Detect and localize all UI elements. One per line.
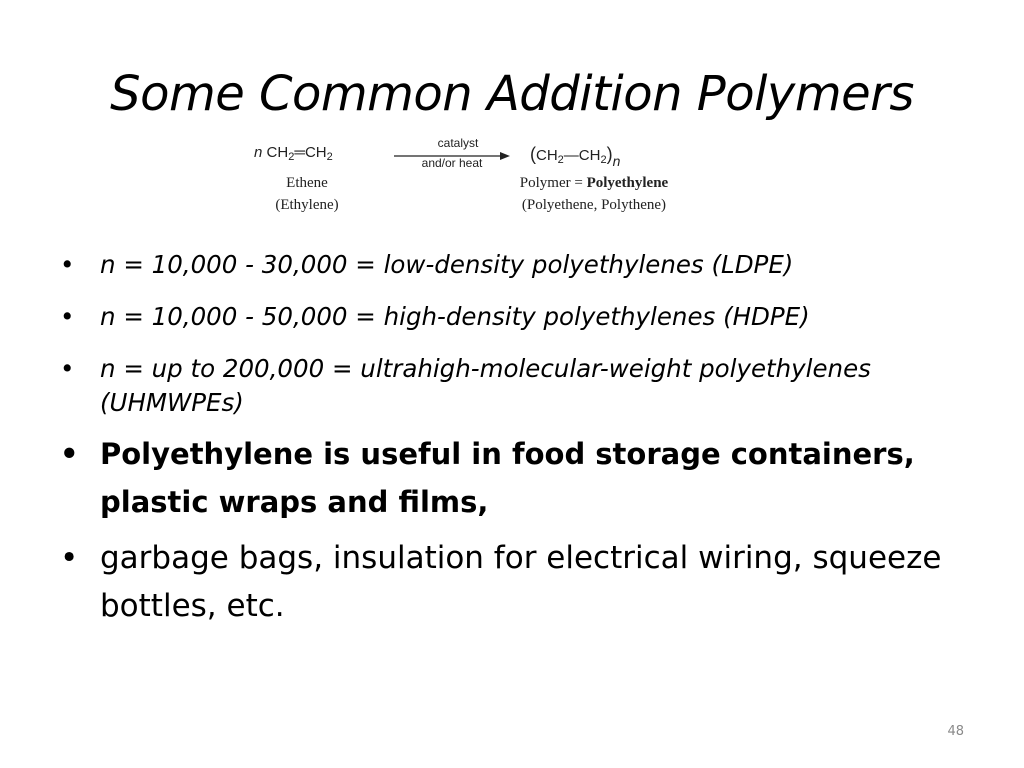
product-name-line	[496, 175, 692, 192]
product-open-bracket: (	[530, 144, 536, 164]
bullet-item-ldpe	[60, 248, 960, 282]
bullet-marker: •	[60, 250, 75, 279]
reactant-formula-a: CH	[266, 144, 289, 161]
reactant-bond: ═	[294, 144, 305, 161]
bullet-text: Polyethylene is useful in food storage containers, plastic wraps and films,	[100, 437, 915, 519]
reactant-name: Ethene	[286, 175, 328, 191]
slide-title: Some Common Addition Polymers	[110, 66, 914, 122]
bullet-text: garbage bags, insulation for electrical wiring, squeeze bottles, etc.	[100, 540, 942, 624]
bullet-item-uhmwpe	[60, 352, 960, 420]
bullet-list	[60, 248, 960, 630]
reactant-sub-b: 2	[326, 151, 333, 163]
bullet-marker: •	[60, 354, 75, 383]
bullet-item-uses	[60, 430, 960, 526]
arrow-bottom-label: and/or heat	[421, 156, 483, 170]
product-alt-name: (Polyethene, Polythene)	[521, 197, 667, 213]
bullet-item-hdpe	[60, 300, 960, 334]
product-name-prefix: Polymer =	[519, 175, 587, 191]
arrow-top-label: catalyst	[437, 136, 479, 150]
reactant-formula-b: CH	[304, 144, 327, 161]
bullet-marker: •	[60, 302, 75, 331]
reactant-formula	[254, 144, 333, 163]
reaction-scheme	[252, 134, 702, 224]
product-formula-b: CH	[578, 147, 601, 164]
product-formula-a: CH	[536, 147, 558, 164]
product-sub-b: 2	[600, 154, 607, 166]
page-number: 48	[947, 724, 964, 739]
bullet-text: n = up to 200,000 = ultrahigh-molecular-weight polyethylenes (UHMWPEs)	[100, 354, 871, 417]
product-formula	[530, 144, 620, 169]
product-bond: —	[563, 147, 579, 164]
bullet-marker: •	[60, 540, 79, 576]
reactant-n: n	[254, 144, 263, 161]
bullet-marker: •	[60, 437, 79, 471]
product-n: n	[612, 153, 621, 169]
bullet-text: n = 10,000 - 30,000 = low-density polyethylenes (LDPE)	[100, 250, 794, 279]
reactant-alt-name: (Ethylene)	[275, 197, 339, 213]
product-close-bracket: )	[606, 144, 613, 164]
product-name: Polyethylene	[586, 175, 669, 191]
product-sub-a: 2	[557, 154, 564, 166]
reactant-sub-a: 2	[288, 151, 295, 163]
bullet-item-more-uses	[60, 534, 960, 630]
bullet-text: n = 10,000 - 50,000 = high-density polyethylenes (HDPE)	[100, 302, 810, 331]
